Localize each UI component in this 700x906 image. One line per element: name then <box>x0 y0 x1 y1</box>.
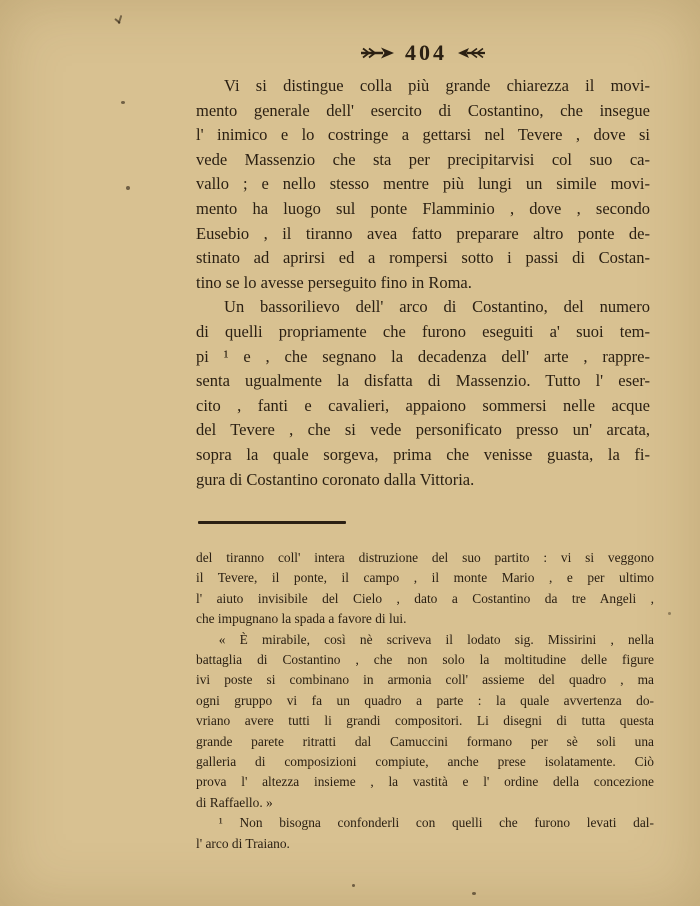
text-line: sopra la quale sorgeva, prima che venisse guasta, la fi- <box>196 444 650 464</box>
text-line: galleria di composizioni compiute, anche prese isolatamente. Ciò <box>196 754 654 770</box>
text-line: stinato ad aprirsi ed a rompersi sotto i passi di Costan- <box>196 248 650 268</box>
scan-speck <box>126 186 130 190</box>
text-line: vede Massenzio che sta per precipitarvisi col suo ca- <box>196 149 650 169</box>
text-line: cito , fanti e cavalieri, appaiono sommersi nelle acque <box>196 395 650 415</box>
footnote-continuation <box>196 548 654 630</box>
text-line: che impugnano la spada a favore di lui. <box>196 611 407 627</box>
paragraph-2 <box>196 295 650 492</box>
text-line: mento generale dell' esercito di Costantino, che insegue <box>196 100 650 120</box>
text-line: Eusebio , il tiranno avea fatto preparare altro ponte de- <box>196 223 650 243</box>
text-line: gura di Costantino coronato dalla Vittoria. <box>196 469 475 489</box>
text-line: senta ugualmente la disfatta di Massenzio. Tutto l' eser- <box>196 371 650 391</box>
text-line: l' aiuto invisibile del Cielo , dato a Costantino da tre Angeli , <box>196 590 654 606</box>
text-line: ¹ Non bisogna confonderli con quelli che furono levati dal- <box>218 815 654 831</box>
text-line: vriano avere tutti li grandi compositori. Li disegni di tutta questa <box>196 713 654 729</box>
text-line: grande parete ritratti dal Camuccini formano per sè soli una <box>196 733 654 749</box>
text-line: ogni gruppo vi fa un quadro a parte : la quale avvertenza do- <box>196 692 654 708</box>
text-line: di quelli propriamente che furono eseguiti a' suoi tem- <box>196 321 650 341</box>
page-header <box>196 40 650 66</box>
scan-speck <box>352 884 355 887</box>
right-arrow-ornament-icon <box>457 47 485 59</box>
scan-speck <box>472 892 476 895</box>
footnote-separator-rule <box>198 521 346 524</box>
text-line: l' inimico e lo costringe a gettarsi nel Tevere , dove si <box>196 125 650 145</box>
main-text-block <box>196 74 650 492</box>
scan-speck <box>668 612 671 615</box>
footnote-block <box>196 548 654 854</box>
text-line: battaglia di Costantino , che non solo la moltitudine delle figure <box>196 652 654 668</box>
text-line: prova l' altezza insieme , la vastità e l' ordine della concezione <box>196 774 654 790</box>
text-line: Un bassorilievo dell' arco di Costantino, del numero <box>224 297 650 317</box>
text-line: ivi poste si combinano in armonia coll' assieme del quadro , ma <box>196 672 654 688</box>
footnote-1 <box>196 813 654 854</box>
paragraph-1 <box>196 74 650 295</box>
text-line: vallo ; e nello stesso mentre più lungi un simile movi- <box>196 174 650 194</box>
text-line: del Tevere , che si vede personificato presso un' arcata, <box>196 420 650 440</box>
scan-speck <box>118 15 123 24</box>
text-line: mento ha luogo sul ponte Flamminio , dove , secondo <box>196 198 650 218</box>
text-line: di Raffaello. » <box>196 794 273 810</box>
text-line: « È mirabile, così nè scriveva il lodato sig. Missirini , nella <box>218 631 654 647</box>
footnote-quotation <box>196 630 654 814</box>
text-line: pi ¹ e , che segnano la decadenza dell' arte , rappre- <box>196 346 650 366</box>
text-line: il Tevere, il ponte, il campo , il monte Mario , e per ultimo <box>196 570 654 586</box>
left-arrow-ornament-icon <box>361 46 395 60</box>
text-line: del tiranno coll' intera distruzione del suo partito : vi si veggono <box>196 550 654 565</box>
page-number: 404 <box>405 40 447 65</box>
text-line: tino se lo avesse perseguito fino in Roma. <box>196 272 472 292</box>
scan-speck <box>121 101 125 104</box>
text-line: Vi si distingue colla più grande chiarezza il movi- <box>224 76 650 95</box>
text-line: l' arco di Traiano. <box>196 835 290 851</box>
